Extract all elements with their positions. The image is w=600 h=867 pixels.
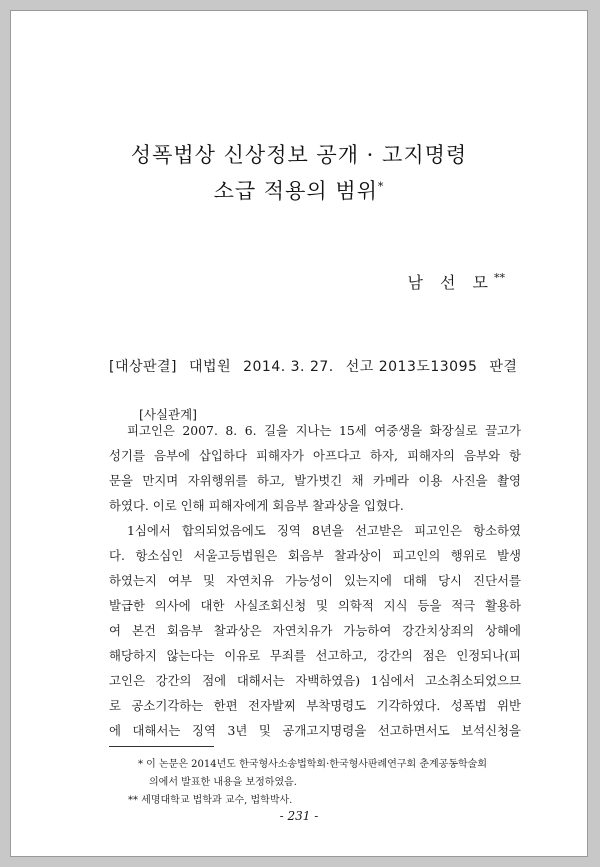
case-type: 판결 bbox=[489, 359, 518, 375]
body-line: 성기를 음부에 삽입하다 피해자가 아프다고 하자, 피해자의 음부와 항 bbox=[109, 448, 521, 463]
body-line: 다. 항소심인 서울고등법원은 회음부 찰과상이 피고인의 행위로 발생 bbox=[109, 548, 521, 563]
section-heading: [사실관계] bbox=[139, 407, 198, 422]
footnote-1-line2: 의에서 발표한 내용을 보정하였음. bbox=[149, 777, 297, 788]
body-line: 피고인은 2007. 8. 6. 길을 지나는 15세 여중생을 화장실로 끌고가 bbox=[127, 423, 521, 438]
footnote-2: ** 세명대학교 법학과 교수, 법학박사. bbox=[128, 795, 293, 806]
author-name bbox=[407, 270, 505, 293]
footnote-1-line1: * 이 논문은 2014년도 한국형사소송법학회·한국형사판례연구회 춘계공동학술회 bbox=[138, 759, 487, 770]
body-line: 여 본건 회음부 찰과상은 자연치유가 가능하여 강간치상죄의 상해에 bbox=[109, 623, 521, 638]
case-label: [대상판결] bbox=[109, 359, 178, 375]
paper-title-line2 bbox=[11, 175, 587, 205]
paper-title-line2-text: 소급 적용의 범위 bbox=[213, 179, 378, 203]
document-page bbox=[10, 10, 588, 857]
page-number: - 231 - bbox=[279, 809, 319, 823]
case-court: 대법원 bbox=[189, 359, 232, 375]
body-line: 발급한 의사에 대한 사실조회신청 및 의학적 지식 등을 적극 활용하 bbox=[109, 598, 521, 613]
case-date: 2014. 3. 27. bbox=[243, 359, 334, 375]
body-line: 고인은 강간의 점에 대해서는 자백하였음) 1심에서 고소취소되었으므 bbox=[109, 673, 521, 688]
body-line: 하였다. 이로 인해 피해자에게 회음부 찰과상을 입혔다. bbox=[109, 498, 404, 513]
body-line: 하였는지 여부 및 자연치유 가능성이 있는지에 대해 당시 진단서를 bbox=[109, 573, 521, 588]
body-line: 1심에서 합의되었음에도 징역 8년을 선고받은 피고인은 항소하였 bbox=[127, 523, 521, 538]
author-footnote-mark: ** bbox=[494, 271, 505, 285]
body-line: 해당하지 않는다는 이유로 무죄를 선고하고, 강간의 점은 인정되나(피 bbox=[109, 648, 521, 663]
case-decision: 선고 2013도13095 bbox=[345, 359, 478, 375]
body-line: 문을 만지며 자위행위를 하고, 발가벗긴 채 카메라 이용 사진을 촬영 bbox=[109, 473, 521, 488]
case-reference bbox=[109, 356, 529, 376]
title-footnote-mark: * bbox=[377, 180, 385, 193]
body-line: 로 공소기각하는 한편 전자발찌 부착명령도 기각하였다. 성폭법 위반 bbox=[109, 698, 521, 713]
author-name-text: 남 선 모 bbox=[407, 273, 494, 292]
paper-title-line1: 성폭법상 신상정보 공개 · 고지명령 bbox=[130, 143, 468, 167]
footnote-divider bbox=[109, 746, 214, 747]
body-line: 에 대해서는 징역 3년 및 공개고지명령을 선고하면서도 보석신청을 bbox=[109, 723, 521, 738]
